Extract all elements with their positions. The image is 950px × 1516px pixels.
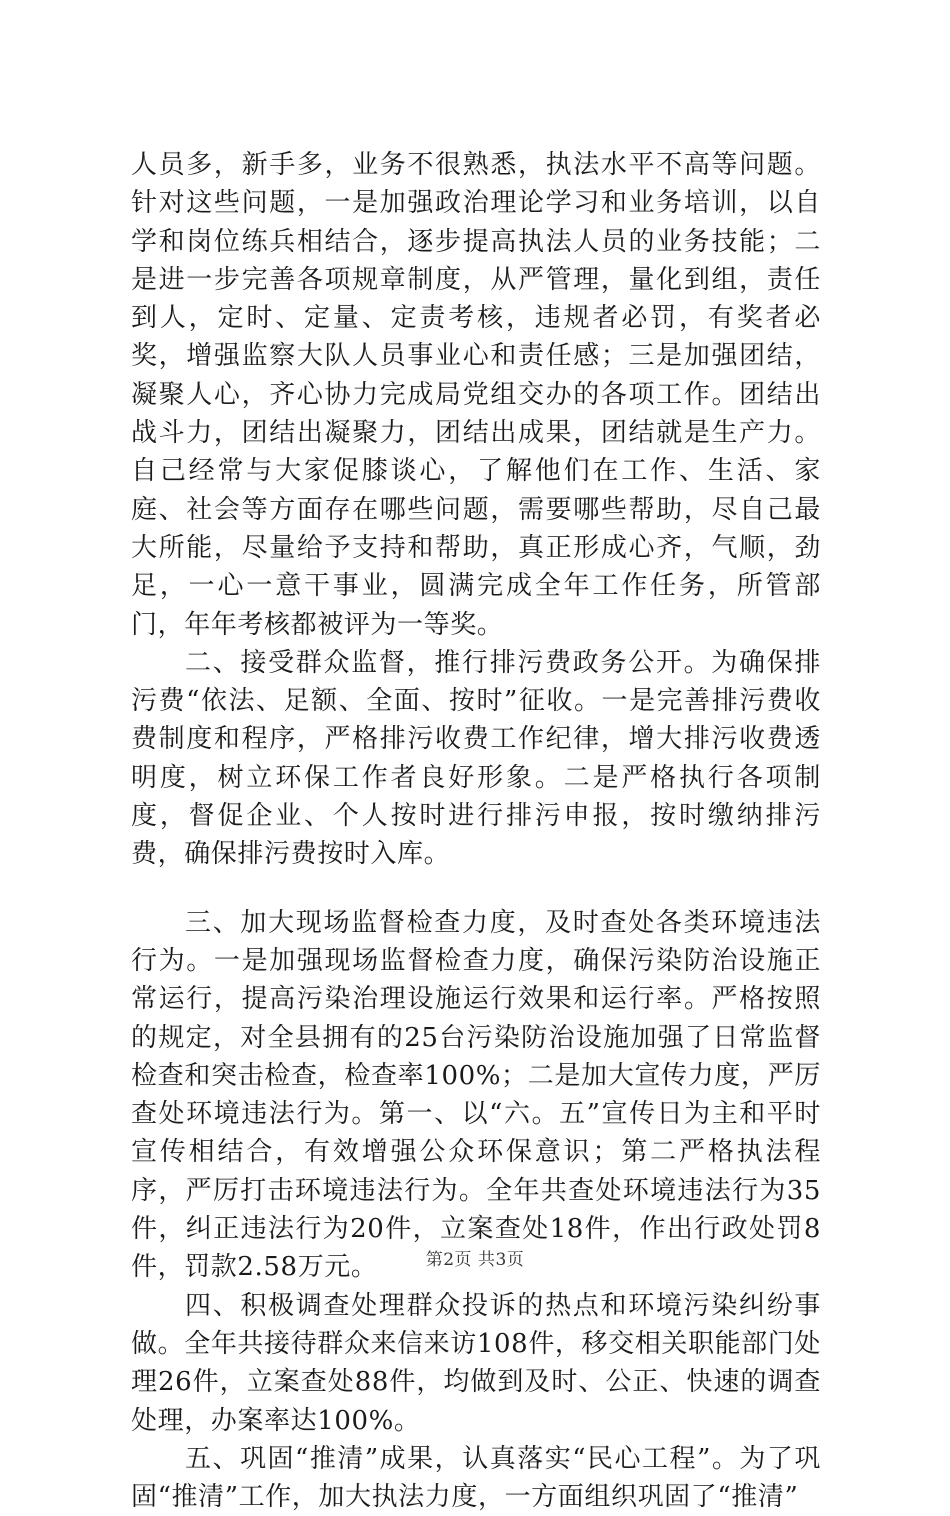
paragraph-section-5: 五、巩固“推清”成果，认真落实“民心工程”。为了巩固“推清”工作，加大执法力度，一方面组织巩固了“推清” bbox=[131, 1443, 821, 1513]
paragraph-continuation: 人员多，新手多，业务不很熟悉，执法水平不高等问题。针对这些问题，一是加强政治理论学习和业务培训，以自学和岗位练兵相结合，逐步提高执法人员的业务技能；二是进一步完善各项规章制度，从严管理，量化到组，责任到人，定时、定量、定责考核，违规者必罚，有奖者必奖，增强监察大队人员事业心和责任感；三是加强团结，凝聚人心，齐心协力完成局党组交办的各项工作。团结出战斗力，团结出凝聚力，团结出成果，团结就是生产力。自己经常与大家促膝谈心，了解他们在工作、生活、家庭、社会等方面存在哪些问题，需要哪些帮助，尽自己最大所能，尽量给予支持和帮助，真正形成心齐，气顺，劲足，一心一意干事业，圆满完成全年工作任务，所管部门，年年考核都被评为一等奖。 bbox=[131, 150, 821, 640]
paragraph-section-2: 二、接受群众监督，推行排污费政务公开。为确保排污费“依法、足额、全面、按时”征收。一是完善排污费收费制度和程序，严格排污收费工作纪律，增大排污收费透明度，树立环保工作者良好形象。二是严格执行各项制度，督促企业、个人按时进行排污申报，按时缴纳排污费，确保排污费按时入库。 bbox=[131, 647, 821, 870]
page-footer: 第2页 共3页 bbox=[425, 1250, 525, 1270]
paragraph-section-4: 四、积极调查处理群众投诉的热点和环境污染纠纷事做。全年共接待群众来信来访108件，移交相关职能部门处理26件，立案查处88件，均做到及时、公正、快速的调查处理，办案率达100%。 bbox=[131, 1290, 821, 1436]
paragraph-section-3: 三、加大现场监督检查力度，及时查处各类环境违法行为。一是加强现场监督检查力度，确保污染防治设施正常运行，提高污染治理设施运行效果和运行率。严格按照的规定，对全县拥有的25台污染防治设施加强了日常监督检查和突击检查，检查率100%；二是加大宣传力度，严厉查处环境违法行为。第一、以“六。五”宣传日为主和平时宣传相结合，有效增强公众环保意识；第二严格执法程序，严厉打击环境违法行为。全年共查处环境违法行为35件，纠正违法行为20件，立案查处18件，作出行政处罚8件，罚款2.58万元。 bbox=[131, 907, 821, 1283]
document-body bbox=[131, 146, 821, 1516]
